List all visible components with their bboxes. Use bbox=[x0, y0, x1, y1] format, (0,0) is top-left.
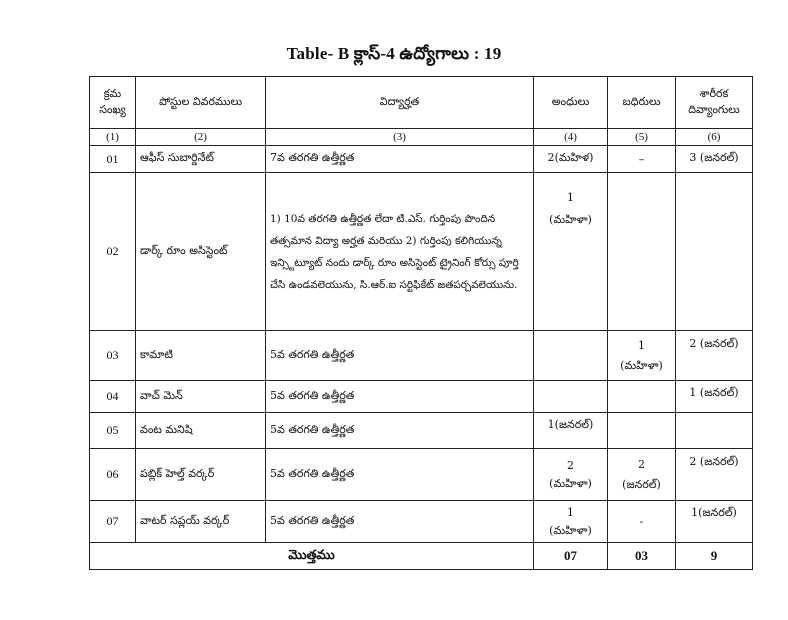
blind-cell: 2(మహిళ) bbox=[534, 146, 608, 173]
post-cell: వాచ్ మెన్ bbox=[136, 381, 266, 413]
ph-cell: 2 (జనరల్) bbox=[676, 449, 753, 501]
blind-cell: 1(జనరల్) bbox=[534, 413, 608, 449]
col-number: (5) bbox=[608, 129, 676, 146]
vacancy-table bbox=[89, 76, 753, 570]
qualification-cell: 1) 10వ తరగతి ఉత్తీర్ణత లేదా టి.ఎస్. గుర్తింపు పొందిన తత్సమాన విద్యా అర్హత మరియు 2) గుర్తింపు కలిగియున్న ఇన్స్టిట్యూట్ నందు డార్క్ రూం అసిస్టెంట్ ట్రైనింగ్ కోర్సు పూర్తి చేసి ఉండవలెయును, సి.ఆర్.ఐ సర్టిఫికేట్ జతపర్చవలెయును. bbox=[266, 173, 534, 331]
ph-cell bbox=[676, 173, 753, 331]
blind-cell: 1 (మహిళా) bbox=[534, 501, 608, 543]
qualification-cell: 5వ తరగతి ఉత్తీర్ణత bbox=[266, 449, 534, 501]
serial-cell: 03 bbox=[90, 331, 136, 381]
header-qualification: విద్యార్హత bbox=[266, 77, 534, 129]
header-blind: అంధులు bbox=[534, 77, 608, 129]
table-title: Table- B క్లాస్-4 ఉద్యోగాలు : 19 bbox=[286, 44, 502, 63]
ph-cell: 2 (జనరల్) bbox=[676, 331, 753, 381]
ph-cell: 1 (జనరల్) bbox=[676, 381, 753, 413]
serial-cell: 07 bbox=[90, 501, 136, 543]
deaf-cell bbox=[608, 381, 676, 413]
deaf-cell bbox=[608, 173, 676, 331]
col-number: (1) bbox=[90, 129, 136, 146]
header-deaf: బధిరులు bbox=[608, 77, 676, 129]
deaf-cell: 1 (మహిళా) bbox=[608, 331, 676, 381]
table-row bbox=[90, 381, 753, 413]
blind-cell bbox=[534, 331, 608, 381]
column-number-row bbox=[90, 129, 753, 146]
ph-cell bbox=[676, 413, 753, 449]
total-ph: 9 bbox=[676, 543, 753, 570]
post-cell: ఆఫీస్ సుబార్డినేట్ bbox=[136, 146, 266, 173]
table-row bbox=[90, 413, 753, 449]
serial-cell: 01 bbox=[90, 146, 136, 173]
qualification-cell: 5వ తరగతి ఉత్తీర్ణత bbox=[266, 413, 534, 449]
post-cell: వాటర్ సప్లయ్ వర్కర్ bbox=[136, 501, 266, 543]
serial-cell: 06 bbox=[90, 449, 136, 501]
serial-cell: 04 bbox=[90, 381, 136, 413]
post-cell: వంట మనిషి bbox=[136, 413, 266, 449]
header-serial: క్రమ సంఖ్య bbox=[90, 77, 136, 129]
col-number: (3) bbox=[266, 129, 534, 146]
post-cell: కామాటి bbox=[136, 331, 266, 381]
ph-cell: 3 (జనరల్) bbox=[676, 146, 753, 173]
serial-cell: 05 bbox=[90, 413, 136, 449]
col-number: (4) bbox=[534, 129, 608, 146]
deaf-cell: 2 (జనరల్) bbox=[608, 449, 676, 501]
deaf-cell: - bbox=[608, 501, 676, 543]
deaf-cell bbox=[608, 413, 676, 449]
qualification-cell: 5వ తరగతి ఉత్తీర్ణత bbox=[266, 331, 534, 381]
blind-cell: 2 (మహిళా) bbox=[534, 449, 608, 501]
header-row bbox=[90, 77, 753, 129]
blind-cell bbox=[534, 381, 608, 413]
total-deaf: 03 bbox=[608, 543, 676, 570]
qualification-cell: 5వ తరగతి ఉత్తీర్ణత bbox=[266, 501, 534, 543]
serial-cell: 02 bbox=[90, 173, 136, 331]
header-post: పోస్టుల వివరములు bbox=[136, 77, 266, 129]
table-row bbox=[90, 173, 753, 331]
table-row bbox=[90, 146, 753, 173]
col-number: (6) bbox=[676, 129, 753, 146]
table-row bbox=[90, 331, 753, 381]
ph-cell: 1(జనరల్) bbox=[676, 501, 753, 543]
deaf-cell: – bbox=[608, 146, 676, 173]
total-row bbox=[90, 543, 753, 570]
table-row bbox=[90, 449, 753, 501]
post-cell: డార్క్ రూం అసిస్టెంట్ bbox=[136, 173, 266, 331]
post-cell: పబ్లిక్ హెల్త్ వర్కర్ bbox=[136, 449, 266, 501]
total-blind: 07 bbox=[534, 543, 608, 570]
total-label: మొత్తము bbox=[90, 543, 534, 570]
col-number: (2) bbox=[136, 129, 266, 146]
qualification-cell: 7వ తరగతి ఉత్తీర్ణత bbox=[266, 146, 534, 173]
header-physically-handicapped: శారీరక దివ్యాంగులు bbox=[676, 77, 753, 129]
qualification-cell: 5వ తరగతి ఉత్తీర్ణత bbox=[266, 381, 534, 413]
blind-cell: 1 (మహిళా) bbox=[534, 173, 608, 331]
table-row bbox=[90, 501, 753, 543]
